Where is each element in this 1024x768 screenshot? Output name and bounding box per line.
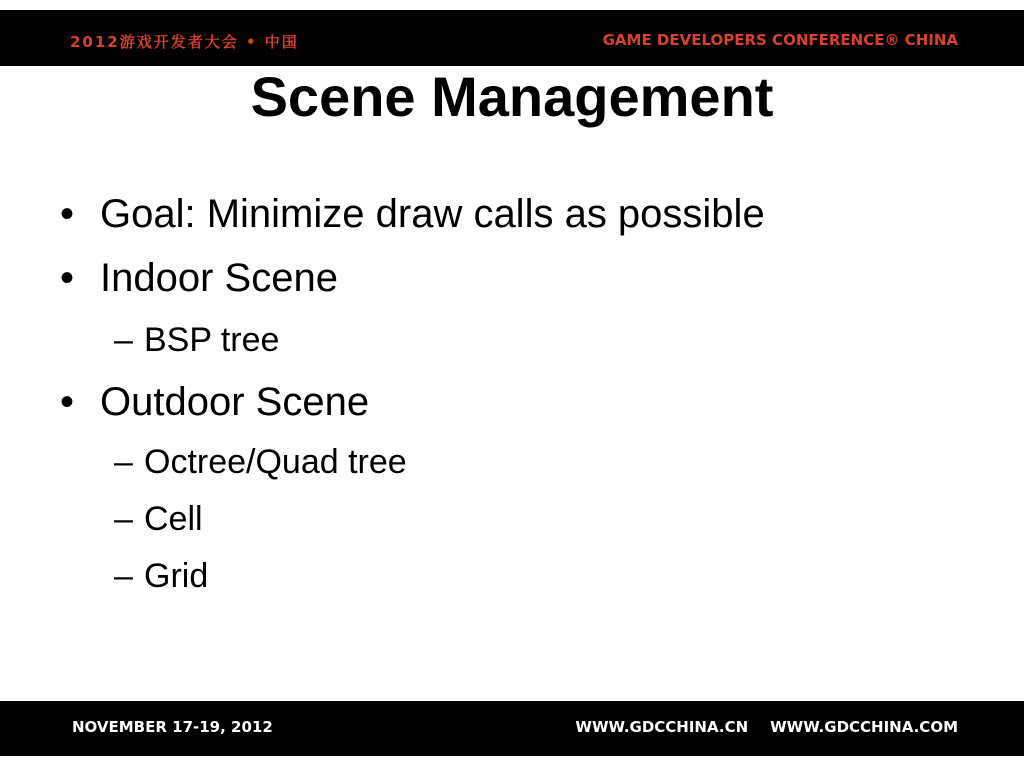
footer-url-com: WWW.GDCCHINA.COM xyxy=(770,718,958,736)
footer-url-cn: WWW.GDCCHINA.CN xyxy=(575,718,749,736)
bullet-indoor-scene xyxy=(60,256,338,300)
sub-bullet-cell xyxy=(114,499,203,539)
bullet-text: Outdoor Scene xyxy=(100,380,370,424)
sub-bullet-text: Octree/Quad tree xyxy=(144,443,407,481)
sub-bullet-text: Cell xyxy=(144,500,203,538)
footer-urls xyxy=(575,718,958,736)
footer-banner xyxy=(0,701,1024,756)
footer-date: NOVEMBER 17-19, 2012 xyxy=(72,718,273,736)
sub-bullet-octree xyxy=(114,442,407,482)
bullet-marker: • xyxy=(60,380,75,424)
dash-marker: – xyxy=(114,321,133,359)
header-chinese-title: 2012游戏开发者大会 • 中国 xyxy=(70,33,299,51)
bullet-marker: • xyxy=(60,256,75,300)
bullet-text: Indoor Scene xyxy=(100,256,338,300)
sub-bullet-grid xyxy=(114,556,208,596)
bullet-marker: • xyxy=(60,192,75,236)
bullet-text: Goal: Minimize draw calls as possible xyxy=(100,192,765,236)
dash-marker: – xyxy=(114,443,133,481)
dash-marker: – xyxy=(114,500,133,538)
slide-title: Scene Management xyxy=(250,65,774,128)
dash-marker: – xyxy=(114,557,133,595)
header-conference-name: GAME DEVELOPERS CONFERENCE® CHINA xyxy=(602,31,958,49)
sub-bullet-text: Grid xyxy=(144,557,209,595)
bullet-outdoor-scene xyxy=(60,380,369,424)
sub-bullet-text: BSP tree xyxy=(144,321,280,359)
bullet-goal xyxy=(60,192,765,236)
sub-bullet-bsp-tree xyxy=(114,320,279,360)
